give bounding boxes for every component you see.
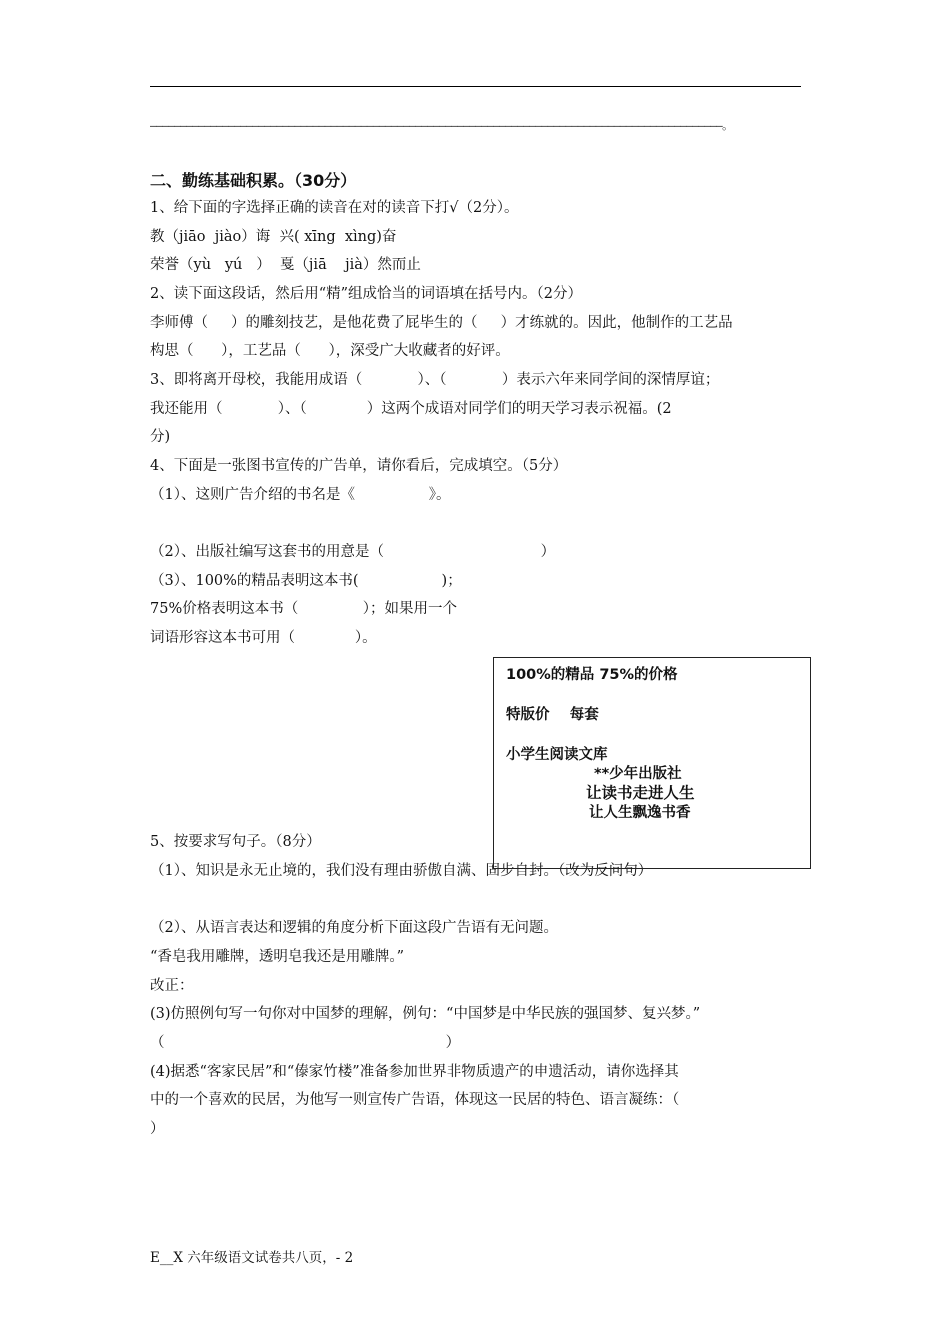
q4-prompt: 4、下面是一张图书宣传的广告单，请你看后，完成填空。（5分） — [150, 458, 568, 474]
top-rule — [150, 86, 801, 87]
q3-line2: 我还能用（ ）、（ ）这两个成语对同学们的明天学习表示祝福。(2 — [150, 401, 672, 417]
q5-prompt: 5、按要求写句子。（8分） — [150, 834, 321, 850]
q1-prompt: 1、给下面的字选择正确的读音在对的读音下打√（2分）。 — [150, 200, 519, 216]
q4-sub1: （1）、这则广告介绍的书名是《 》。 — [150, 487, 451, 503]
q3-line3: 分) — [150, 429, 171, 445]
q2-prompt: 2、读下面这段话，然后用“精”组成恰当的词语填在括号内。（2分） — [150, 286, 583, 302]
ad-slogan-2: 让人生飘逸书香 — [589, 805, 691, 821]
book-ad-box — [493, 657, 811, 869]
q2-line2: 构思（ ），工艺品（ ），深受广大收藏者的好评。 — [150, 343, 510, 359]
q4-sub3: （3）、100%的精品表明这本书( )； — [150, 573, 462, 589]
q5-quote: “香皂我用雕牌，透明皂我还是用雕牌。” — [150, 949, 405, 965]
q5-sub4b: 中的一个喜欢的民居，为他写一则宣传广告语，体现这一民居的特色、语言凝练：（ — [150, 1092, 680, 1108]
q4-sub2: （2）、出版社编写这套书的用意是（ ） — [150, 544, 556, 560]
q1-line2: 荣誉（yù yú ） 戛（jiā jià）然而止 — [150, 257, 421, 273]
page-footer: E__X 六年级语文试卷共八页，- 2 — [150, 1250, 354, 1266]
q5-sub2: （2）、从语言表达和逻辑的角度分析下面这段广告语有无问题。 — [150, 920, 558, 936]
ad-publisher: **少年出版社 — [594, 766, 682, 782]
q2-line1: 李师傅（ ）的雕刻技艺，是他花费了屁毕生的（ ）才练就的。因此，他制作的工艺品 — [150, 315, 733, 331]
ad-slogan-1: 让读书走进人生 — [586, 784, 695, 802]
q5-sub3: (3)仿照例句写一句你对中国梦的理解，例句：“中国梦是中华民族的强国梦、复兴梦。” — [150, 1006, 701, 1022]
q5-fix-label: 改正： — [150, 978, 194, 994]
q1-line1: 教（jiāo jiào）诲 兴( xīng xìng)奋 — [150, 229, 397, 245]
q5-sub1: （1）、知识是永无止境的，我们没有理由骄傲自满、固步自封。（改为反问句） — [150, 863, 653, 879]
section-heading: 二、勤练基础积累。（30分） — [150, 171, 357, 190]
q4-sub3b: 75%价格表明这本书（ ）；如果用一个 — [150, 601, 458, 617]
q5-sub4c: ） — [150, 1121, 165, 1137]
ad-series-name: 小学生阅读文库 — [506, 747, 608, 763]
ad-special-price: 特版价 每套 — [506, 707, 599, 723]
q3-line1: 3、即将离开母校，我能用成语（ ）、（ ）表示六年来同学间的深情厚谊； — [150, 372, 720, 388]
ad-quality-price: 100%的精品 75%的价格 — [506, 667, 678, 683]
q5-sub4: (4)据悉“客家民居”和“傣家竹楼”准备参加世界非物质遗产的申遗活动，请你选择其 — [150, 1064, 679, 1080]
q4-sub3c: 词语形容这本书可用（ ）。 — [150, 630, 377, 646]
q5-sub3-blank: （ ） — [150, 1035, 461, 1051]
answer-dash-line: ———————————————————————————————————————————————————————————————————————————————————————————————。 — [150, 119, 733, 132]
